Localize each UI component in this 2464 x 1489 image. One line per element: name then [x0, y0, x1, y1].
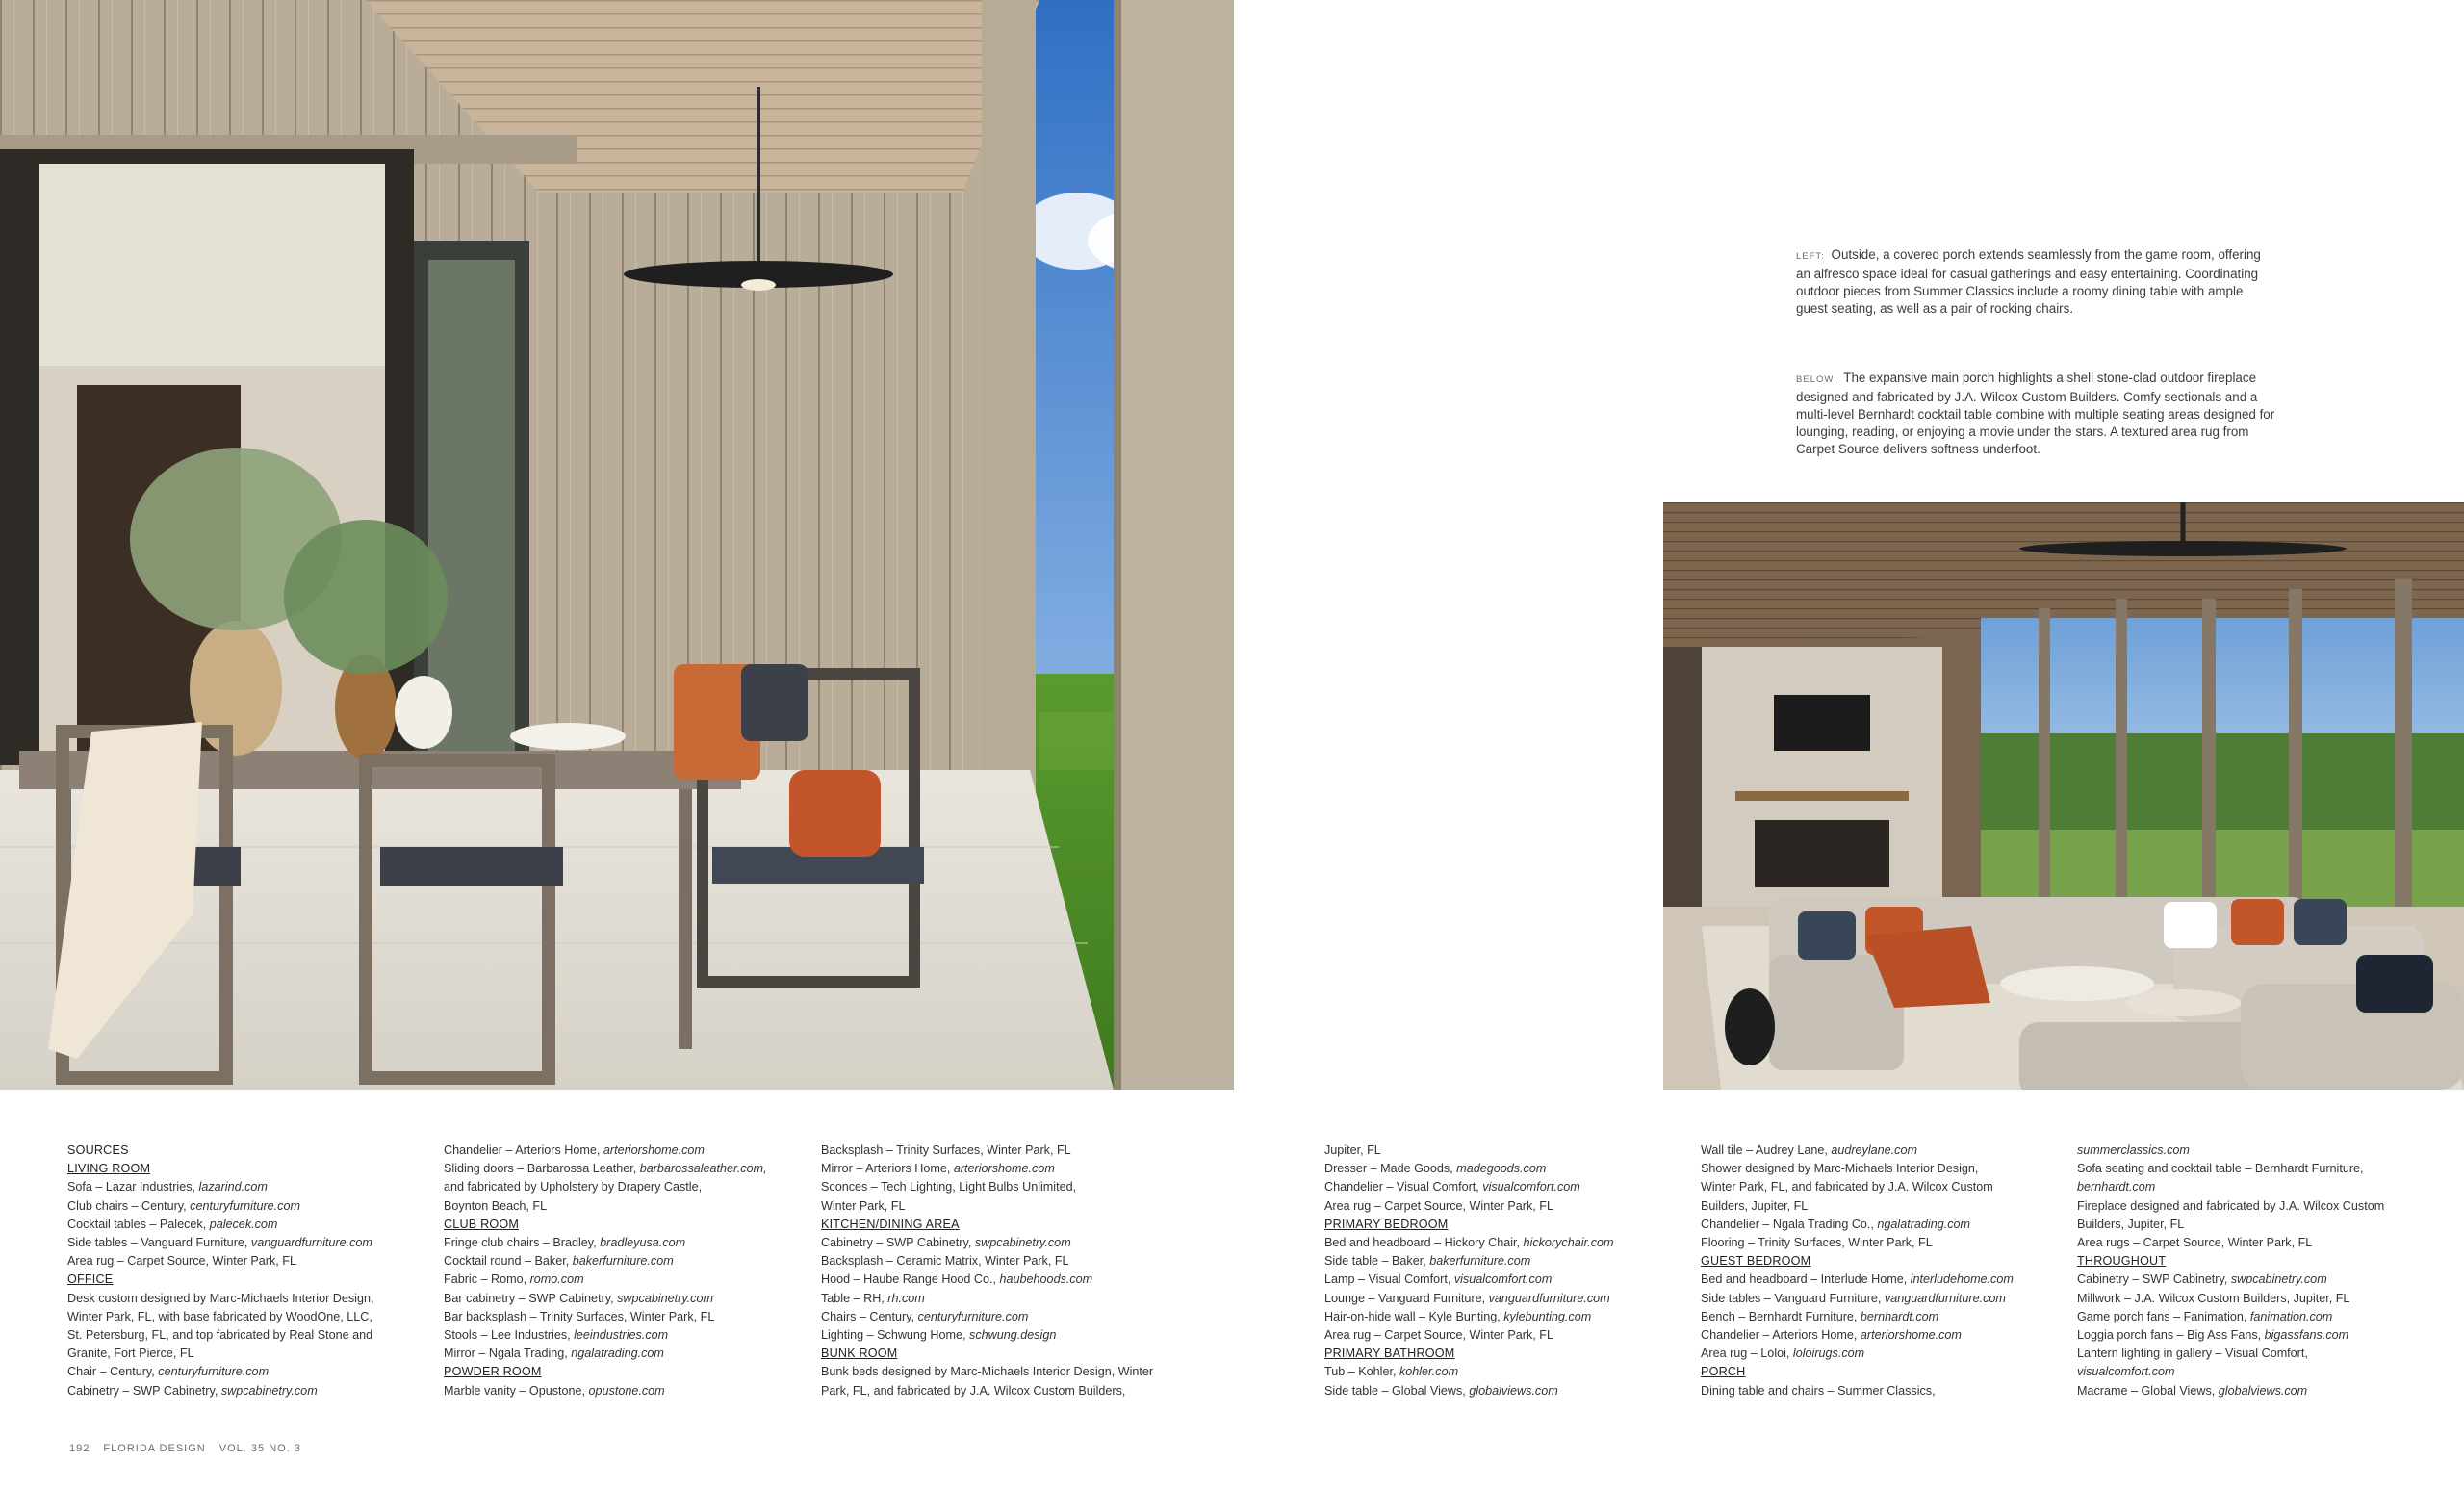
sources-item	[1324, 1142, 1671, 1160]
sources-item	[67, 1326, 399, 1345]
sources-item-text: SOURCES	[67, 1143, 129, 1157]
sources-item-text: Chandelier – Visual Comfort,	[1324, 1180, 1483, 1194]
sources-section-heading	[67, 1160, 399, 1178]
sources-item	[67, 1252, 399, 1271]
sources-item	[1701, 1160, 2047, 1178]
sources-item	[1701, 1234, 2047, 1252]
sources-item-text: Side table – Global Views,	[1324, 1383, 1470, 1398]
sources-item	[67, 1308, 399, 1326]
sources-item	[2077, 1271, 2424, 1289]
sources-item-text: Jupiter, FL	[1324, 1143, 1381, 1157]
sources-item-url: haubehoods.com	[999, 1272, 1093, 1287]
caption-below-photo	[1796, 370, 2282, 458]
sources-item-text: Builders, Jupiter, FL	[1701, 1198, 1809, 1213]
sources-item-url: vanguardfurniture.com	[1488, 1291, 1610, 1305]
sources-item	[1324, 1290, 1671, 1308]
sources-item	[444, 1197, 790, 1216]
sources-item	[821, 1363, 1177, 1381]
sources-item-text: Sliding doors – Barbarossa Leather,	[444, 1162, 640, 1176]
sources-item	[444, 1234, 790, 1252]
sources-item	[821, 1290, 1177, 1308]
sources-item-url: arteriorshome.com	[603, 1143, 705, 1157]
sources-item-text: Flooring – Trinity Surfaces, Winter Park, FL	[1701, 1236, 1933, 1250]
sources-item-url: arteriorshome.com	[1860, 1328, 1962, 1343]
sources-column-3	[821, 1142, 1177, 1400]
sources-item-text: OFFICE	[67, 1272, 114, 1287]
sources-item-text: Hood – Haube Range Hood Co.,	[821, 1272, 1000, 1287]
sources-item	[1701, 1326, 2047, 1345]
sources-item-url: opustone.com	[588, 1383, 665, 1398]
sources-item-text: Desk custom designed by Marc-Michaels Interior Design,	[67, 1291, 374, 1305]
sources-item-text: Winter Park, FL, with base fabricated by WoodOne, LLC,	[67, 1309, 372, 1323]
sources-item-text: Fabric – Romo,	[444, 1272, 530, 1287]
sources-item-url: bernhardt.com	[2077, 1180, 2156, 1194]
sources-item	[1324, 1252, 1671, 1271]
sources-item	[2077, 1142, 2424, 1160]
sources-item-text: Sofa – Lazar Industries,	[67, 1180, 199, 1194]
sources-item-text: Bar backsplash – Trinity Surfaces, Winter Park, FL	[444, 1309, 715, 1323]
sources-item-text: Bench – Bernhardt Furniture,	[1701, 1309, 1861, 1323]
sources-item	[1701, 1345, 2047, 1363]
sources-section-heading	[1701, 1252, 2047, 1271]
sources-item-text: Chandelier – Arteriors Home,	[444, 1143, 603, 1157]
sources-item-text: Chair – Century,	[67, 1365, 159, 1379]
sources-item	[67, 1345, 399, 1363]
sources-item-url: swpcabinetry.com	[617, 1291, 713, 1305]
sources-item-text: PRIMARY BEDROOM	[1324, 1217, 1449, 1231]
sources-item-url: ngalatrading.com	[571, 1347, 664, 1361]
sources-item-text: Cabinetry – SWP Cabinetry,	[67, 1383, 221, 1398]
sources-item-url: bigassfans.com	[2264, 1328, 2349, 1343]
sources-item-text: Lamp – Visual Comfort,	[1324, 1272, 1454, 1287]
page-number: 192	[69, 1443, 90, 1454]
sources-item	[821, 1326, 1177, 1345]
sources-item-text: Area rug – Loloi,	[1701, 1347, 1793, 1361]
sources-item-url: centuryfurniture.com	[917, 1309, 1029, 1323]
sources-item	[67, 1363, 399, 1381]
sources-item-url: madegoods.com	[1456, 1162, 1547, 1176]
sources-item-text: and fabricated by Upholstery by Drapery Castle,	[444, 1180, 703, 1194]
sources-item	[444, 1382, 790, 1400]
sources-item	[821, 1160, 1177, 1178]
sources-item-text: Hair-on-hide wall – Kyle Bunting,	[1324, 1309, 1504, 1323]
sources-item-text: POWDER ROOM	[444, 1365, 542, 1379]
sources-item-text: Cabinetry – SWP Cabinetry,	[821, 1236, 975, 1250]
sources-item	[2077, 1290, 2424, 1308]
sources-item-text: Millwork – J.A. Wilcox Custom Builders, Jupiter, FL	[2077, 1291, 2350, 1305]
photo-covered-porch	[0, 0, 1234, 1090]
sources-column-6	[2077, 1142, 2424, 1400]
sources-item-url: schwung.design	[969, 1328, 1057, 1343]
sources-item-text: Mirror – Ngala Trading,	[444, 1347, 572, 1361]
sources-item-text: Area rug – Carpet Source, Winter Park, FL	[67, 1254, 296, 1269]
sources-item-text: CLUB ROOM	[444, 1217, 520, 1231]
sources-item-text: Stools – Lee Industries,	[444, 1328, 575, 1343]
sources-item	[67, 1382, 399, 1400]
sources-item-text: Wall tile – Audrey Lane,	[1701, 1143, 1832, 1157]
sources-item-text: Area rugs – Carpet Source, Winter Park, FL	[2077, 1236, 2313, 1250]
sources-item	[1701, 1178, 2047, 1196]
sources-item-text: Chandelier – Ngala Trading Co.,	[1701, 1217, 1878, 1231]
sources-item-text: Sconces – Tech Lighting, Light Bulbs Unlimited,	[821, 1180, 1077, 1194]
sources-item	[1324, 1326, 1671, 1345]
sources-item-text: Winter Park, FL, and fabricated by J.A. Wilcox Custom	[1701, 1180, 1993, 1194]
sources-item	[444, 1345, 790, 1363]
main-porch-illustration	[1663, 502, 2464, 1090]
sources-column-4	[1324, 1142, 1671, 1400]
sources-item-text: BUNK ROOM	[821, 1347, 898, 1361]
sources-item-text: Cocktail tables – Palecek,	[67, 1217, 210, 1231]
sources-item	[1324, 1160, 1671, 1178]
sources-item-url: visualcomfort.com	[2077, 1365, 2175, 1379]
sources-item-text: Area rug – Carpet Source, Winter Park, FL	[1324, 1328, 1553, 1343]
sources-item-url: centuryfurniture.com	[190, 1198, 300, 1213]
sources-item	[2077, 1216, 2424, 1234]
sources-item-url: barbarossaleather.com,	[639, 1162, 767, 1176]
sources-item-url: swpcabinetry.com	[220, 1383, 318, 1398]
sources-item-text: THROUGHOUT	[2077, 1254, 2167, 1269]
sources-item-url: hickorychair.com	[1523, 1236, 1614, 1250]
sources-item-url: summerclassics.com	[2077, 1143, 2190, 1157]
sources-item	[67, 1216, 399, 1234]
sources-item	[444, 1308, 790, 1326]
sources-item	[1701, 1197, 2047, 1216]
sources-item	[1324, 1178, 1671, 1196]
sources-item-text: PRIMARY BATHROOM	[1324, 1347, 1455, 1361]
caption-left-photo	[1796, 246, 2277, 318]
sources-item-url: interludehome.com	[1910, 1272, 2014, 1287]
sources-item-url: kohler.com	[1399, 1365, 1459, 1379]
sources-item-text: Macrame – Global Views,	[2077, 1383, 2219, 1398]
sources-item-url: globalviews.com	[1469, 1383, 1558, 1398]
sources-item-text: Mirror – Arteriors Home,	[821, 1162, 954, 1176]
sources-item-url: audreylane.com	[1831, 1143, 1917, 1157]
sources-item	[821, 1252, 1177, 1271]
sources-item	[1324, 1308, 1671, 1326]
sources-item	[2077, 1326, 2424, 1345]
sources-item	[1701, 1216, 2047, 1234]
sources-item	[2077, 1308, 2424, 1326]
sources-item	[2077, 1178, 2424, 1196]
sources-item-url: vanguardfurniture.com	[1884, 1291, 2006, 1305]
sources-item-url: visualcomfort.com	[1482, 1180, 1580, 1194]
sources-item-url: visualcomfort.com	[1453, 1272, 1553, 1287]
sources-item-text: Bed and headboard – Hickory Chair,	[1324, 1236, 1524, 1250]
sources-label	[67, 1142, 399, 1160]
sources-item-text: Side tables – Vanguard Furniture,	[67, 1236, 251, 1250]
sources-item	[1324, 1197, 1671, 1216]
sources-item-url: leeindustries.com	[574, 1328, 669, 1343]
porch-scene-illustration	[0, 0, 1234, 1090]
sources-item-url: swpcabinetry.com	[2230, 1272, 2327, 1287]
sources-item-url: rh.com	[887, 1291, 925, 1305]
sources-item-text: Side tables – Vanguard Furniture,	[1701, 1291, 1885, 1305]
sources-item	[67, 1290, 399, 1308]
sources-item-text: LIVING ROOM	[67, 1162, 151, 1176]
sources-item-text: Dresser – Made Goods,	[1324, 1162, 1457, 1176]
sources-item-text: Club chairs – Century,	[67, 1198, 191, 1213]
magazine-name: FLORIDA DESIGN	[103, 1443, 206, 1454]
sources-item	[2077, 1160, 2424, 1178]
sources-item-text: Cocktail round – Baker,	[444, 1254, 573, 1269]
sources-item	[2077, 1382, 2424, 1400]
sources-item-text: Builders, Jupiter, FL	[2077, 1217, 2185, 1231]
sources-item	[444, 1271, 790, 1289]
sources-item	[821, 1234, 1177, 1252]
sources-item-text: Marble vanity – Opustone,	[444, 1383, 589, 1398]
sources-item-text: Winter Park, FL	[821, 1198, 906, 1213]
sources-item-url: fanimation.com	[2249, 1309, 2333, 1323]
sources-item	[444, 1290, 790, 1308]
sources-item-url: centuryfurniture.com	[158, 1365, 270, 1379]
sources-item	[1324, 1382, 1671, 1400]
sources-item-text: Area rug – Carpet Source, Winter Park, FL	[1324, 1198, 1553, 1213]
sources-item	[2077, 1345, 2424, 1363]
sources-item	[67, 1197, 399, 1216]
sources-item-text: Bed and headboard – Interlude Home,	[1701, 1272, 1911, 1287]
sources-item	[1324, 1271, 1671, 1289]
sources-item	[1701, 1308, 2047, 1326]
sources-item-text: Cabinetry – SWP Cabinetry,	[2077, 1272, 2231, 1287]
sources-column-5	[1701, 1142, 2047, 1400]
sources-item-text: Bar cabinetry – SWP Cabinetry,	[444, 1291, 618, 1305]
sources-item-text: Granite, Fort Pierce, FL	[67, 1347, 194, 1361]
sources-item-url: loloirugs.com	[1792, 1347, 1865, 1361]
sources-section-heading	[1324, 1345, 1671, 1363]
sources-item	[2077, 1234, 2424, 1252]
sources-item-text: Backsplash – Trinity Surfaces, Winter Park, FL	[821, 1143, 1071, 1157]
sources-item	[1701, 1142, 2047, 1160]
sources-section-heading	[67, 1271, 399, 1289]
sources-item-text: Shower designed by Marc-Michaels Interior Design,	[1701, 1162, 1979, 1176]
sources-item	[444, 1252, 790, 1271]
sources-item-url: ngalatrading.com	[1877, 1217, 1971, 1231]
sources-item-url: kylebunting.com	[1503, 1309, 1592, 1323]
sources-item-text: Lounge – Vanguard Furniture,	[1324, 1291, 1489, 1305]
sources-item-url: palecek.com	[209, 1217, 278, 1231]
sources-item	[821, 1178, 1177, 1196]
sources-item-text: Chairs – Century,	[821, 1309, 918, 1323]
sources-item-text: Table – RH,	[821, 1291, 888, 1305]
sources-item-text: St. Petersburg, FL, and top fabricated by Real Stone and	[67, 1328, 373, 1343]
sources-item-text: Side table – Baker,	[1324, 1254, 1430, 1269]
sources-item	[1701, 1290, 2047, 1308]
sources-item-url: swpcabinetry.com	[974, 1236, 1071, 1250]
sources-section-heading	[2077, 1252, 2424, 1271]
sources-item-text: Sofa seating and cocktail table – Bernhardt Furniture,	[2077, 1162, 2364, 1176]
page-folio	[69, 1443, 311, 1454]
sources-section-heading	[821, 1345, 1177, 1363]
sources-item-url: globalviews.com	[2218, 1383, 2308, 1398]
sources-item-text: Chandelier – Arteriors Home,	[1701, 1328, 1861, 1343]
sources-item-text: PORCH	[1701, 1365, 1746, 1379]
sources-section-heading	[444, 1216, 790, 1234]
sources-section-heading	[444, 1363, 790, 1381]
sources-item	[1324, 1363, 1671, 1381]
sources-item-url: arteriorshome.com	[953, 1162, 1055, 1176]
sources-item-text: Backsplash – Ceramic Matrix, Winter Park, FL	[821, 1254, 1069, 1269]
photo-main-porch	[1663, 502, 2464, 1090]
sources-item-url: romo.com	[529, 1272, 584, 1287]
sources-item-text: Loggia porch fans – Big Ass Fans,	[2077, 1328, 2265, 1343]
sources-item	[67, 1234, 399, 1252]
sources-item-url: bradleyusa.com	[600, 1236, 686, 1250]
sources-item	[67, 1178, 399, 1196]
sources-item-text: Lighting – Schwung Home,	[821, 1328, 970, 1343]
sources-item-url: bakerfurniture.com	[1429, 1254, 1531, 1269]
sources-item-text: Lantern lighting in gallery – Visual Comfort,	[2077, 1347, 2308, 1361]
sources-item-text: GUEST BEDROOM	[1701, 1254, 1811, 1269]
sources-item	[2077, 1197, 2424, 1216]
sources-item	[821, 1382, 1177, 1400]
sources-item	[444, 1160, 790, 1178]
sources-column-1	[67, 1142, 399, 1400]
sources-item	[821, 1308, 1177, 1326]
caption-text-below: The expansive main porch highlights a shell stone-clad outdoor fireplace designed and fabricated by J.A. Wilcox Custom Builders. Comfy sectionals and a multi-level Bernhardt cocktail table combine with multiple seating areas designed for lounging, reading, or enjoying a movie under the stars. A textured area rug from Carpet Source delivers softness underfoot.	[1796, 371, 2275, 456]
sources-item-text: Bunk beds designed by Marc-Michaels Interior Design, Winter	[821, 1365, 1154, 1379]
issue-number: VOL. 35 NO. 3	[218, 1443, 301, 1454]
sources-item-text: Fringe club chairs – Bradley,	[444, 1236, 601, 1250]
sources-item-url: lazarind.com	[198, 1180, 268, 1194]
sources-item-text: Fireplace designed and fabricated by J.A. Wilcox Custom	[2077, 1198, 2385, 1213]
sources-item-url: bakerfurniture.com	[572, 1254, 674, 1269]
sources-item	[1701, 1271, 2047, 1289]
sources-item	[2077, 1363, 2424, 1381]
caption-text-left: Outside, a covered porch extends seamlessly from the game room, offering an alfresco space ideal for casual gatherings and easy entertaining. Coordinating outdoor pieces from Summer Classics include a roomy dining table with ample guest seating, as well as a pair of rocking chairs.	[1796, 247, 2261, 316]
sources-item	[444, 1178, 790, 1196]
caption-tag-below: BELOW:	[1796, 374, 1837, 385]
sources-item	[821, 1271, 1177, 1289]
sources-item	[821, 1197, 1177, 1216]
sources-section-heading	[821, 1216, 1177, 1234]
sources-item	[1701, 1382, 2047, 1400]
caption-tag-left: LEFT:	[1796, 251, 1825, 262]
sources-item-text: Game porch fans – Fanimation,	[2077, 1309, 2250, 1323]
sources-item	[821, 1142, 1177, 1160]
sources-item-url: bernhardt.com	[1860, 1309, 1939, 1323]
sources-item	[444, 1142, 790, 1160]
sources-item-text: Dining table and chairs – Summer Classics,	[1701, 1383, 1936, 1398]
sources-section-heading	[1324, 1216, 1671, 1234]
sources-section-heading	[1701, 1363, 2047, 1381]
sources-item-text: Tub – Kohler,	[1324, 1365, 1399, 1379]
sources-item	[1324, 1234, 1671, 1252]
sources-item	[444, 1326, 790, 1345]
sources-item-url: vanguardfurniture.com	[250, 1236, 372, 1250]
sources-item-text: Park, FL, and fabricated by J.A. Wilcox Custom Builders,	[821, 1383, 1126, 1398]
sources-item-text: Boynton Beach, FL	[444, 1198, 548, 1213]
sources-item-text: KITCHEN/DINING AREA	[821, 1217, 960, 1231]
sources-column-2	[444, 1142, 790, 1400]
